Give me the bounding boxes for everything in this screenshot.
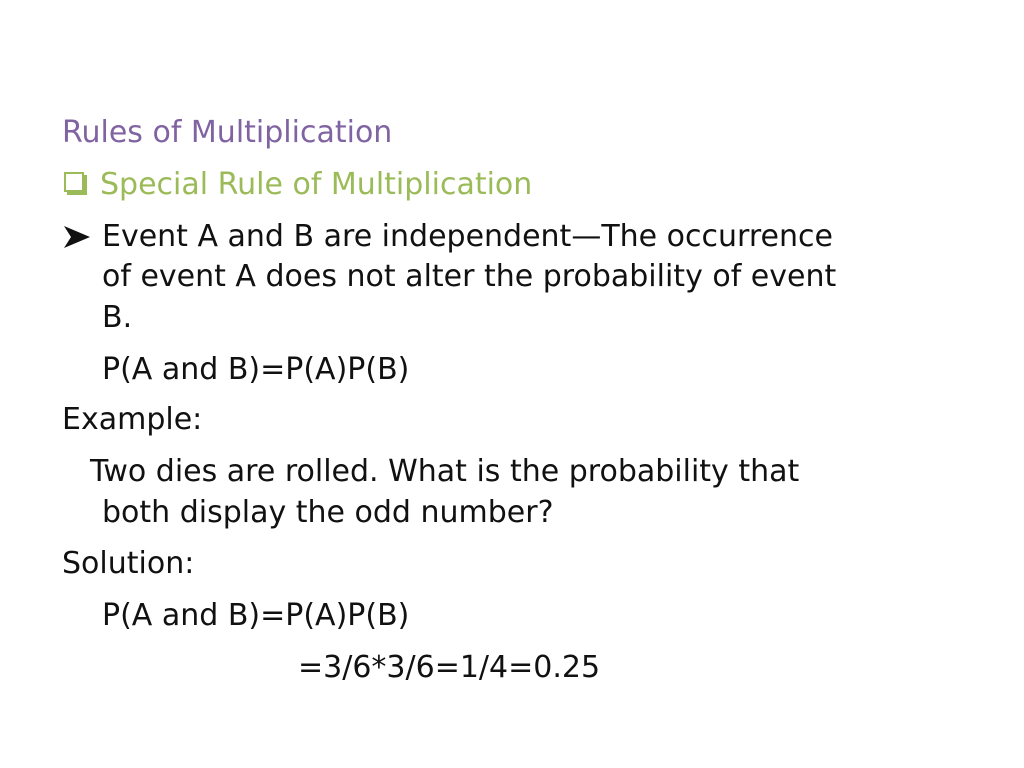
- solution-result: =3/6*3/6=1/4=0.25: [298, 650, 601, 685]
- formula: P(A and B)=P(A)P(B): [102, 352, 410, 387]
- bullet-text-line-1: Event A and B are independent—The occurrence: [102, 219, 833, 254]
- solution-label: Solution:: [62, 546, 195, 581]
- bullet-text-line-3: B.: [102, 300, 133, 335]
- example-label: Example:: [62, 402, 203, 437]
- bullet-text-line-2: of event A does not alter the probability of event: [102, 259, 837, 294]
- slide-subheading: Special Rule of Multiplication: [100, 167, 533, 202]
- example-text-line-1: Two dies are rolled. What is the probability that: [90, 454, 800, 489]
- arrow-bullet-icon: [62, 224, 92, 250]
- example-text-line-2: both display the odd number?: [102, 495, 554, 530]
- slide-heading: Rules of Multiplication: [62, 115, 393, 150]
- checkbox-bullet-icon: [64, 172, 84, 192]
- solution-formula: P(A and B)=P(A)P(B): [102, 598, 410, 633]
